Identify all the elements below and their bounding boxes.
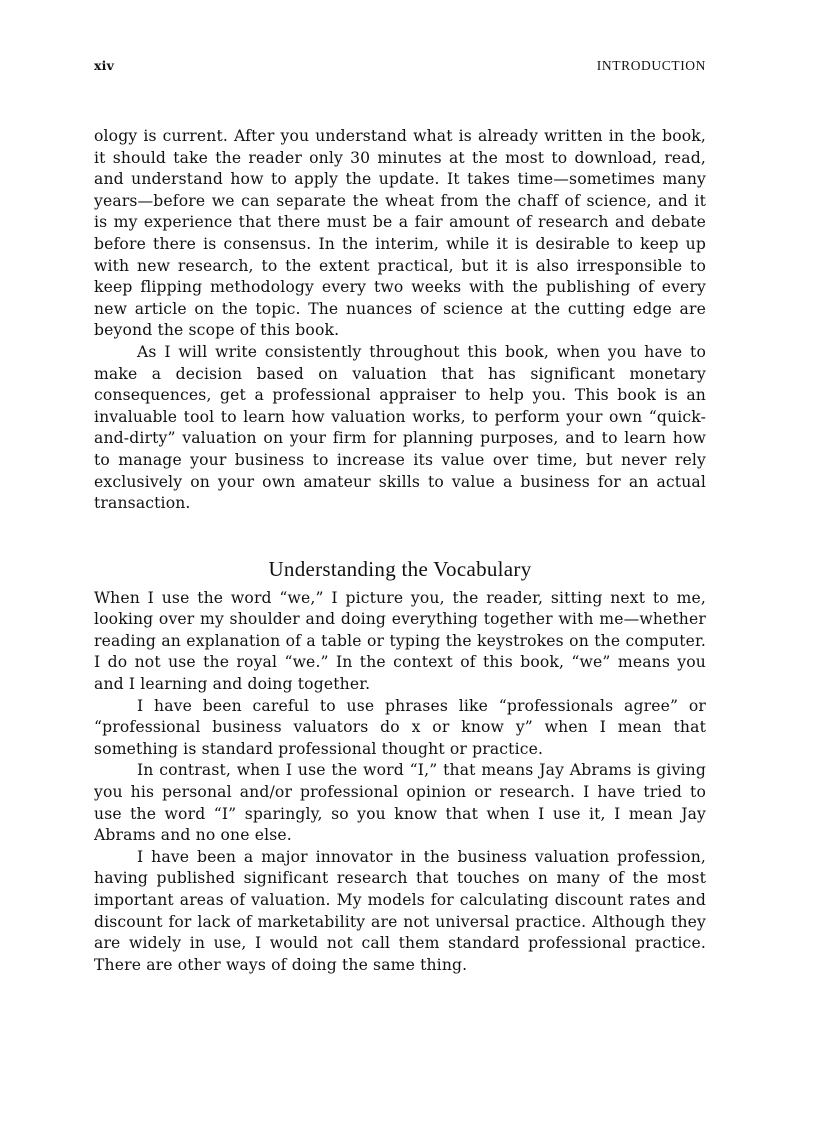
paragraph: ology is current. After you understand what is already written in the book, it should take the reader only 30 minutes at the most to download, read, and understand how to apply the update. It takes time—sometimes many years—before we can separate the wheat from the chaff of science, and it is my experience that there must be a fair amount of research and debate before there is consensus. In the interim, while it is desirable to keep up with new research, to the extent practical, but it is also irresponsible to keep flipping methodology every two weeks with the publishing of every new article on the topic. The nuances of science at the cutting edge are beyond the scope of this book.: [94, 127, 706, 340]
running-head: [94, 58, 706, 80]
paragraph: As I will write consistently throughout this book, when you have to make a decision based on valuation that has significant monetary consequences, get a professional appraiser to help you. This book is an invaluable tool to learn how valuation works, to perform your own “quick-and-dirty” valuation on your firm for planning purposes, and to learn how to manage your business to increase its value over time, but never rely exclusively on your own amateur skills to value a business for an actual transaction.: [94, 342, 706, 513]
paragraph: When I use the word “we,” I picture you, the reader, sitting next to me, looking over my shoulder and doing everything together with me—whether reading an explanation of a table or typing the keystrokes on the computer. I do not use the royal “we.” In the context of this book, “we” means you and I learning and doing together.: [94, 588, 706, 694]
section-text: [94, 588, 706, 977]
paragraph: I have been a major innovator in the business valuation profession, having published significant research that touches on many of the most important areas of valuation. My models for calculating discount rates and discount for lack of marketability are not universal practice. Although they are widely in use, I would not call them standard professional practice. There are other ways of doing the same thing.: [94, 847, 706, 974]
paragraph: In contrast, when I use the word “I,” that means Jay Abrams is giving you his personal and/or professional opinion or research. I have tried to use the word “I” sparingly, so you know that when I use it, I mean Jay Abrams and no one else.: [94, 761, 706, 845]
book-page: [94, 58, 706, 1078]
opening-text: [94, 126, 706, 515]
paragraph: I have been careful to use phrases like “professionals agree” or “professional business valuators do x or know y” when I mean that something is standard professional thought or practice.: [94, 696, 706, 758]
section-heading: Understanding the Vocabulary: [268, 556, 532, 581]
running-title: INTRODUCTION: [596, 58, 706, 73]
page-number: xiv: [94, 58, 115, 73]
